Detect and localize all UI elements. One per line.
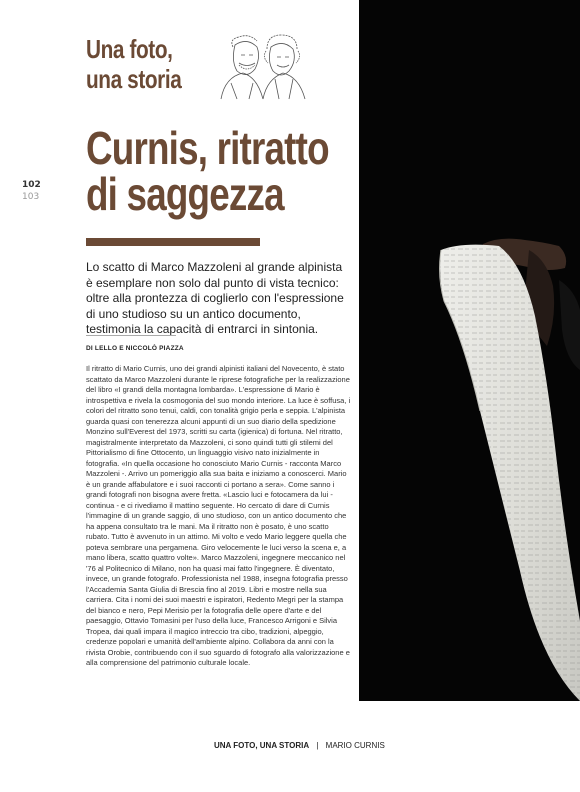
article-lead: Lo scatto di Marco Mazzoleni al grande alpinista è esemplare non solo dal punto di vista tecnico: oltre alla prontezza di coglierlo con l'espressione di uno studioso su un antico documento, testimonia la capacità di entrarci in sintonia. [86, 260, 344, 336]
article-byline: DI LELLO E NICCOLÒ PIAZZA [86, 345, 184, 352]
article-photo [359, 0, 580, 701]
title-divider [86, 238, 260, 246]
section-kicker-line2: una storia [86, 64, 182, 94]
portrait-photo-scroll-icon [359, 0, 580, 701]
article-title-line1: Curnis, ritratto [86, 122, 329, 174]
footer-subject: MARIO CURNIS [325, 741, 385, 750]
section-kicker-line1: Una foto, [86, 34, 173, 64]
page-footer [214, 741, 385, 750]
footer-separator: | [316, 741, 319, 750]
portrait-sketch-icon [205, 33, 315, 101]
byline-rule [86, 335, 176, 336]
page-number-current: 102 [22, 180, 41, 190]
article-title [86, 122, 350, 220]
footer-section: UNA FOTO, UNA STORIA [214, 741, 310, 750]
section-kicker [86, 34, 181, 94]
page-number-facing: 103 [22, 192, 40, 202]
article-body: Il ritratto di Mario Curnis, uno dei grandi alpinisti italiani del Novecento, è stato scattato da Marco Mazzoleni durante le riprese fotografiche per la realizzazione del libro «I grandi della montagna lombarda». L'espressione di Mario è introspettiva e rivela la cosmogonia del suo mondo interiore. La luce è soffusa, i colori del ritratto sono tenui, caldi, con tonalità grigio perla e seppia. L'alpinista guarda quasi con tenerezza alcuni appunti di un suo diario della spedizione Monzino sull'Everest del 1973, scritti su carta (igienica) di fortuna. Nel ritratto, magistralmente interpretato da Mazzoleni, ci sono quindi tutti gli stilemi del Pittorialismo di fine Ottocento, un linguaggio visivo nato inizialmente in fotografia. «In quella occasione ho conosciuto Mario Curnis - racconta Marco Mazzoleni -. Arrivo un pomeriggio alla sua baita e iniziamo a conoscerci. Mario è un grande affabulatore e i suoi racconti ci portano a sera». Come sanno i grandi fotografi non bisogna avere fretta. «Lascio luci e fotocamera da lui - continua - e ci rivediamo il mattino seguente. Ho cercato di dare di Curnis l'immagine di un grande saggio, di uno studioso, con un antico documento che ha appena consultato tra le mani. Ma il ritratto non è posato, è uno scatto rubato. Tutto è avvenuto in un attimo. Mi volto e vedo Mario leggere quella che poteva sembrare una pergamena. Giro velocemente le luci verso la scena e, a mano libera, scatto quattro volte». Marco Mazzoleni, ingegnere meccanico nel '76 al Politecnico di Milano, non ha quasi mai fatto l'ingegnere. È diventato, invece, un grande fotografo. Professionista nel 1988, insegna fotografia presso l'Accademia Santa Giulia di Brescia fino al 2019. Libri e mostre nella sua carriera. Cita i nomi dei suoi maestri e ispiratori, Redento Megri per la stampa del bianco e nero, Pepi Merisio per la fotografia delle opere d'arte e del paesaggio, Ottavio Tomasini per l'uso della luce, Francesco Arrigoni e Silvia Tropea, dai quali impara il magico intreccio tra cibo, tradizioni, alpeggio, credenze popolari e umanità dell'ambiente alpino. Collabora da anni con la rivista Orobie, contribuendo con il suo sguardo di fotografo alla valorizzazione e alla comprensione del patrimonio culturale locale. [86, 364, 351, 667]
article-title-line2: di saggezza [86, 168, 284, 220]
